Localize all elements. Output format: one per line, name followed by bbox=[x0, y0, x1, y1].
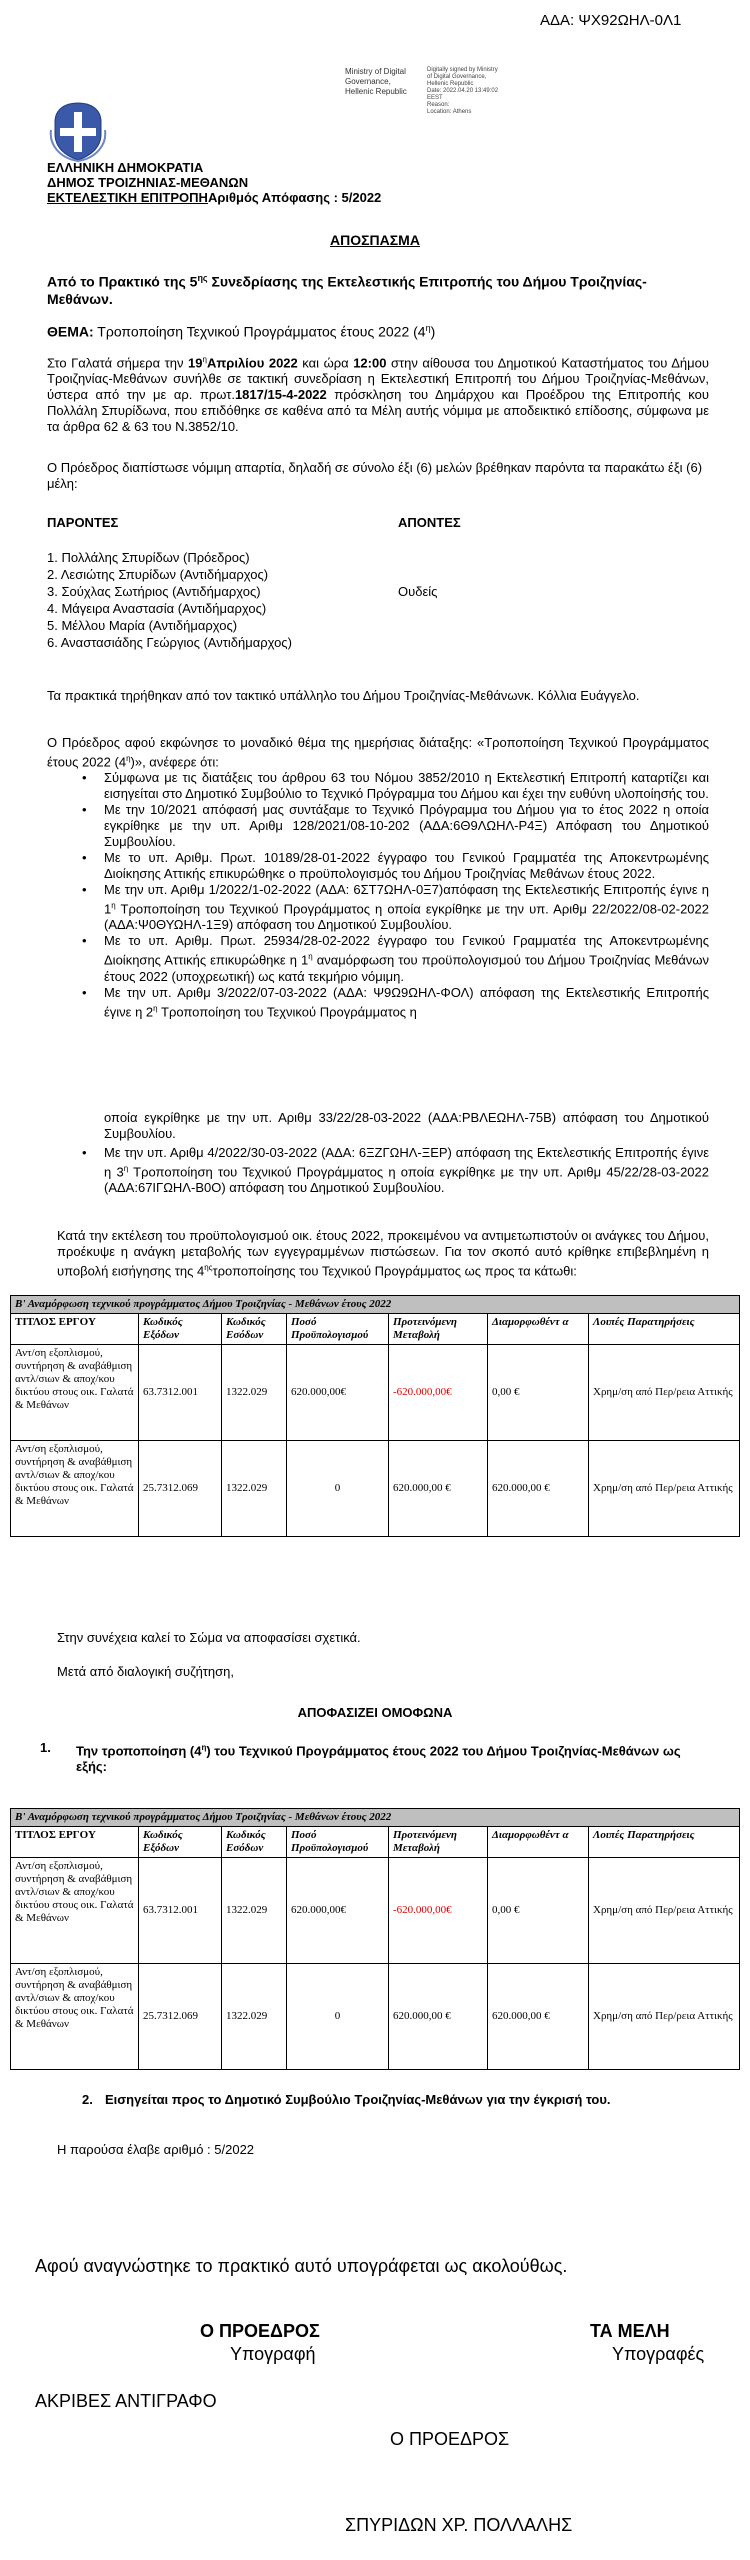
stamp-line: Location: Athens bbox=[427, 109, 472, 115]
col-header: Κωδικός Εξόδων bbox=[139, 1314, 222, 1345]
subject-sup: η bbox=[425, 323, 431, 333]
intro-month: Απριλίου 2022 bbox=[206, 355, 298, 371]
table-cell: 620.000,00 € bbox=[389, 1964, 488, 2070]
call-to-decide: Στην συνέχεια καλεί το Σώμα να αποφασίσει σχετικά. bbox=[57, 1630, 361, 1645]
table-caption: Β' Αναμόρφωση τεχνικού προγράμματος Δήμου Τροιζηνίας - Μεθάνων έτους 2022 bbox=[11, 1809, 740, 1827]
decision-number-note: Η παρούσα έλαβε αριθμό : 5/2022 bbox=[57, 2142, 255, 2157]
present-member: 6. Αναστασιάδης Γεώργιος (Αντιδήμαρχος) bbox=[47, 635, 292, 650]
intro-text: Στο Γαλατά σήμερα την bbox=[47, 355, 189, 371]
bullet-sup: η bbox=[111, 901, 116, 910]
absent-label: ΑΠΟΝΤΕΣ bbox=[398, 515, 461, 530]
bullet-item bbox=[82, 984, 709, 1020]
minutes-title-a: Από το Πρακτικό της 5 bbox=[47, 273, 198, 290]
bullet-item bbox=[82, 802, 709, 850]
table-row bbox=[11, 1441, 740, 1537]
program-table-1 bbox=[10, 1295, 740, 1537]
col-header: Ποσό Προϋπολογισμού bbox=[287, 1314, 389, 1345]
subject-line bbox=[47, 320, 435, 341]
col-header: Κωδικός Εσόδων bbox=[222, 1314, 287, 1345]
bullet-dot: • bbox=[82, 984, 87, 1000]
table-cell: Χρημ/ση από Περ/ρεια Αττικής bbox=[589, 1964, 740, 2070]
bullet-dot: • bbox=[82, 770, 87, 785]
present-member: 4. Μάγειρα Αναστασία (Αντιδήμαρχος) bbox=[47, 601, 267, 616]
bullet-dot: • bbox=[82, 1145, 87, 1160]
minutes-keeper: Τα πρακτικά τηρήθηκαν από τον τακτικό υπάλληλο του Δήμου Τροιζηνίας-Μεθάνωνκ. Κόλλια Ευάγγελο. bbox=[47, 688, 640, 703]
table-cell: Αντ/ση εξοπλισμού, συντήρηση & αναβάθμιση αντλ/σιων & αποχ/κου δικτύου στους οικ. Γαλατά & Μεθάνων bbox=[11, 1858, 139, 1964]
bullet-dot: • bbox=[82, 933, 87, 949]
table-cell: Χρημ/ση από Περ/ρεια Αττικής bbox=[589, 1441, 740, 1537]
intro-paragraph bbox=[47, 352, 709, 435]
exact-copy-label: ΑΚΡΙΒΕΣ ΑΝΤΙΓΡΑΦΟ bbox=[35, 2391, 217, 2411]
col-header: Διαμορφωθέντ α bbox=[488, 1827, 589, 1858]
table-cell: 63.7312.001 bbox=[139, 1858, 222, 1964]
intro-time: 12:00 bbox=[353, 355, 387, 371]
present-member: 2. Λεσιώτης Σπυρίδων (Αντιδήμαρχος) bbox=[47, 567, 269, 582]
decision-1-sup: η bbox=[201, 1743, 207, 1752]
members-signatures: Υπογραφές bbox=[612, 2344, 705, 2364]
header-line-committee bbox=[47, 190, 381, 205]
stamp-line: Digitally signed by Ministry bbox=[427, 67, 498, 73]
president-signature: Υπογραφή bbox=[230, 2344, 316, 2364]
excerpt-title: ΑΠΟΣΠΑΣΜΑ bbox=[330, 232, 420, 248]
present-member: 1. Πολλάλης Σπυρίδων (Πρόεδρος) bbox=[47, 550, 250, 565]
intro-protocol: 1817/15-4-2022 bbox=[234, 387, 327, 403]
present-label: ΠΑΡΟΝΤΕΣ bbox=[47, 515, 119, 530]
discussion-note: Μετά από διαλογική συζήτηση, bbox=[57, 1664, 235, 1679]
bullet-text: Σύμφωνα με τις διατάξεις του άρθρου 63 του Νόμου 3852/2010 η Εκτελεστική Επιτροπή καταρτίζει και εισηγείται στο Δημοτικό Συμβούλιο το Τεχνικό Πρόγραμμα του Δήμου και έχει την ευθύνη υλοποίησής του. bbox=[104, 770, 709, 801]
signature-ministry-line: Hellenic Republic bbox=[345, 87, 407, 96]
col-header: Λοιπές Παρατηρήσεις bbox=[589, 1314, 740, 1345]
agenda-intro-a: Ο Πρόεδρος αφού εκφώνησε το μοναδικό θέμα της ημερήσιας διάταξης: «Τροποποίηση Τεχνικού Προγράμματος έτους 2022 (4 bbox=[47, 735, 709, 770]
execution-text: τροποποίησης του Τεχνικού Προγράμματος ως προς τα κάτωθι: bbox=[212, 1263, 577, 1279]
intro-sup: η bbox=[202, 355, 207, 364]
signature-ministry-line: Ministry of Digital bbox=[345, 67, 406, 76]
table-row bbox=[11, 1858, 740, 1964]
president-name: ΣΠΥΡΙΔΩΝ ΧΡ. ΠΟΛΛΑΛΗΣ bbox=[345, 2515, 573, 2535]
bullet-dot: • bbox=[82, 882, 87, 897]
bullet-item bbox=[82, 933, 710, 984]
bullet-item bbox=[82, 770, 709, 802]
table-cell: Αντ/ση εξοπλισμού, συντήρηση & αναβάθμιση αντλ/σιων & αποχ/κου δικτύου στους οικ. Γαλατά & Μεθάνων bbox=[11, 1441, 139, 1537]
ada-code: ΑΔΑ: ΨΧ92ΩΗΛ-0Λ1 bbox=[540, 12, 682, 29]
table-cell: 25.7312.069 bbox=[139, 1964, 222, 2070]
bullet-item bbox=[82, 850, 709, 882]
signature-ministry bbox=[345, 67, 407, 97]
minutes-title-sup: ης bbox=[197, 273, 208, 283]
stamp-line: Reason: bbox=[427, 102, 450, 108]
minutes-title bbox=[47, 270, 707, 308]
col-header: Διαμορφωθέντ α bbox=[488, 1314, 589, 1345]
agenda-intro bbox=[47, 735, 709, 770]
bullet-item bbox=[82, 882, 709, 933]
table-cell: 620.000,00 € bbox=[488, 1964, 589, 2070]
table-cell: Χρημ/ση από Περ/ρεια Αττικής bbox=[589, 1345, 740, 1441]
bullet-text: Με την 10/2021 απόφασή μας συντάξαμε το Τεχνικό Πρόγραμμα του Δήμου για το έτος 2022 η οποία εγκρίθηκε με την υπ. Αριθμ 128/2021/08-10-202 (ΑΔΑ:6Θ9ΛΩΗΛ-Ρ4Ξ) Απόφαση του Δημοτικού Συμβουλίου. bbox=[104, 802, 709, 849]
decision-1-a: Την τροποποίηση (4 bbox=[76, 1743, 202, 1759]
bullet-text: Τροποποίηση του Τεχνικού Προγράμματος η οποία εγκρίθηκε με την υπ. Αριθμ 45/22/28-03-2022 (ΑΔΑ:67ΙΓΩΗΛ-Β0Ο) απόφαση του Δημοτικού Συμβουλίου. bbox=[104, 1164, 709, 1196]
stamp-line: Date: 2022.04.20 13:49:02 bbox=[427, 88, 499, 94]
table-cell: 63.7312.001 bbox=[139, 1345, 222, 1441]
header-line-municipality: ΔΗΜΟΣ ΤΡΟΙΖΗΝΙΑΣ-ΜΕΘΑΝΩΝ bbox=[47, 175, 249, 190]
table-cell: 0 bbox=[287, 1964, 389, 2070]
table-cell: 0,00 € bbox=[488, 1858, 589, 1964]
bullet-text: Τροποποίηση του Τεχνικού Προγράμματος η οποία εγκρίθηκε με την υπ. Αριθμ 22/2022/08-02-2022 (ΑΔΑ:Ψ0ΘΥΩΗΛ-1Ξ9) απόφαση του Δημοτικού Συμβουλίου. bbox=[104, 901, 709, 933]
table-cell: 0,00 € bbox=[488, 1345, 589, 1441]
agenda-intro-sup: η bbox=[126, 754, 131, 763]
execution-paragraph bbox=[57, 1228, 709, 1279]
decision-2-number: 2. bbox=[82, 2092, 93, 2107]
signature-stamp-text bbox=[427, 67, 498, 116]
program-table-2 bbox=[10, 1808, 740, 2070]
bullet-text: Με την υπ. Αριθμ 1/2022/1-02-2022 (ΑΔΑ: 6ΣΤ7ΩΗΛ-0Ξ7)απόφαση της Εκτελεστικής Επιτροπής έγινε η 1 bbox=[104, 882, 709, 917]
signature-ministry-line: Governance, bbox=[345, 77, 391, 86]
execution-text: Κατά την εκτέλεση του προϋπολογισμού οικ. έτους 2022, προκειμένου να αντιμετωπιστούν οι ανάγκες του Δήμου, προέκυψε η ανάγκη μεταβολής των εγγεγραμμένων πιστώσεων. Για τον σκοπό αυτό κρίθηκε επιβεβλημένη η υποβολή εισήγησης της 4 bbox=[57, 1228, 709, 1279]
table-row bbox=[11, 1345, 740, 1441]
table-cell: 1322.029 bbox=[222, 1441, 287, 1537]
president-label: Ο ΠΡΟΕΔΡΟΣ bbox=[200, 2321, 320, 2341]
table-cell: 1322.029 bbox=[222, 1964, 287, 2070]
digital-signature bbox=[345, 67, 645, 119]
decision-1-number: 1. bbox=[40, 1740, 51, 1755]
stamp-line: Hellenic Republic bbox=[427, 81, 474, 87]
table-row bbox=[11, 1964, 740, 2070]
subject-text: Τροποποίηση Τεχνικού Προγράμματος έτους 2022 (4 bbox=[93, 323, 426, 340]
quorum-paragraph: Ο Πρόεδρος διαπίστωσε νόμιμη απαρτία, δηλαδή σε σύνολο έξι (6) μελών βρέθηκαν παρόντα τα παρακάτω έξι (6) μέλη: bbox=[47, 460, 703, 491]
bullet-sup: η bbox=[123, 1164, 129, 1173]
bullet-dot: • bbox=[82, 802, 87, 817]
intro-text: πρόσκληση του Δημάρχου και Προέδρου της Επιτροπής κου Πολλάλη Σπυρίδωνα, που επιδόθηκε σε καθένα από τα Μέλη αυτής νόμιμα με αποδεικτικό επίδοσης, σύμφωνα με τα άρθρα 62 & 63 του Ν.3852/10. bbox=[47, 387, 709, 435]
intro-text: και ώρα bbox=[297, 355, 354, 371]
header-line-republic: ΕΛΛΗΝΙΚΗ ΔΗΜΟΚΡΑΤΙΑ bbox=[47, 160, 204, 175]
decision-title: ΑΠΟΦΑΣΙΖΕΙ ΟΜΟΦΩΝΑ bbox=[297, 1705, 453, 1720]
table-cell: 1322.029 bbox=[222, 1858, 287, 1964]
members-label: ΤΑ ΜΕΛΗ bbox=[590, 2321, 670, 2341]
header-committee: ΕΚΤΕΛΕΣΤΙΚΗ ΕΠΙΤΡΟΠΗ bbox=[47, 190, 208, 205]
closing-statement: Αφού αναγνώστηκε το πρακτικό αυτό υπογράφεται ως ακολούθως. bbox=[35, 2256, 568, 2276]
agenda-intro-b: )», ανέφερε ότι: bbox=[130, 754, 219, 770]
bullet-list bbox=[82, 770, 710, 1020]
bullet-text: Με την υπ. Αριθμ 4/2022/30-03-2022 (ΑΔΑ: 6ΞΖΓΩΗΛ-ΞΕΡ) απόφαση της Εκτελεστικής Επιτροπής έγινε η 3 bbox=[104, 1145, 709, 1180]
bullet-sup: η bbox=[153, 1003, 158, 1013]
bullet-item bbox=[82, 1145, 709, 1196]
table-cell: 25.7312.069 bbox=[139, 1441, 222, 1537]
minutes-title-b: Συνεδρίασης της Εκτελεστικής Επιτροπής του Δήμου Τροιζηνίας-Μεθάνων. bbox=[47, 273, 647, 307]
table-cell: 620.000,00€ bbox=[287, 1345, 389, 1441]
table-cell: -620.000,00€ bbox=[389, 1858, 488, 1964]
present-member: 5. Μέλλου Μαρία (Αντιδήμαρχος) bbox=[47, 618, 238, 633]
present-member: 3. Σούχλας Σωτήριος (Αντιδήμαρχος) bbox=[47, 584, 261, 599]
decision-1-b: ) του Τεχνικού Προγράμματος έτους 2022 του Δήμου Τροιζηνίας-Μεθάνων ως εξής: bbox=[76, 1743, 681, 1775]
table-cell: 620.000,00€ bbox=[287, 1858, 389, 1964]
decision-2-text: Εισηγείται προς το Δημοτικό Συμβούλιο Τροιζηνίας-Μεθάνων για την έγκρισή του. bbox=[105, 2092, 611, 2107]
bullet-text: Τροποποίηση του Τεχνικού Προγράμματος η bbox=[157, 1003, 417, 1019]
table-cell: Χρημ/ση από Περ/ρεια Αττικής bbox=[589, 1858, 740, 1964]
table-cell: 620.000,00 € bbox=[389, 1441, 488, 1537]
col-header: Προτεινόμενη Μεταβολή bbox=[389, 1314, 488, 1345]
bullet-sup: η bbox=[308, 952, 313, 962]
table-cell: 0 bbox=[287, 1441, 389, 1537]
col-header: Λοιπές Παρατηρήσεις bbox=[589, 1827, 740, 1858]
decision-1-text bbox=[76, 1740, 708, 1775]
bullet-text: Με την υπ. Αριθμ 3/2022/07-03-2022 (ΑΔΑ: Ψ9Ω9ΩΗΛ-ΦΟΛ) απόφαση της Εκτελεστικής Επιτροπής έγινε η 2 bbox=[104, 984, 709, 1019]
subject-label: ΘΕΜΑ: bbox=[47, 323, 94, 340]
table-cell: Αντ/ση εξοπλισμού, συντήρηση & αναβάθμιση αντλ/σιων & αποχ/κου δικτύου στους οικ. Γαλατά & Μεθάνων bbox=[11, 1345, 139, 1441]
col-header: ΤΙΤΛΟΣ ΕΡΓΟΥ bbox=[11, 1827, 139, 1858]
president-label-2: Ο ΠΡΟΕΔΡΟΣ bbox=[390, 2429, 510, 2449]
municipality-header bbox=[47, 160, 381, 205]
intro-text: στην αίθουσα του Δημοτικού Καταστήματος του Δήμου Τροιζηνίας-Μεθάνων συνήλθε σε τακτική συνεδρίαση η Εκτελεστική Επιτροπή του Δήμου Τροιζηνίας-Μεθάνων, ύστερα από την με αρ. πρωτ. bbox=[47, 355, 709, 403]
table-caption: Β' Αναμόρφωση τεχνικού προγράμματος Δήμου Τροιζηνίας - Μεθάνων έτους 2022 bbox=[11, 1296, 740, 1314]
bullet-text: Με το υπ. Αριθμ. Πρωτ. 10189/28-01-2022 έγγραφο του Γενικού Γραμματέα της Αποκεντρωμένης Διοίκησης Αττικής επικυρώθηκε ο προϋπολογισμός του Δήμου Τροιζηνίας Μεθάνων έτους 2022. bbox=[104, 850, 709, 881]
stamp-line: EEST bbox=[427, 95, 443, 101]
table-cell: 620.000,00 € bbox=[488, 1441, 589, 1537]
col-header: Κωδικός Εξόδων bbox=[139, 1827, 222, 1858]
col-header: Ποσό Προϋπολογισμού bbox=[287, 1827, 389, 1858]
bullet-text: αναμόρφωση του προϋπολογισμού του Δήμου Τροιζηνίας Μεθάνων έτους 2022 (υποχρεωτική) ως κατά τεκμήριο νόμιμη. bbox=[104, 952, 710, 984]
greek-emblem-icon bbox=[47, 100, 109, 162]
table-cell: -620.000,00€ bbox=[389, 1345, 488, 1441]
col-header: Κωδικός Εσόδων bbox=[222, 1827, 287, 1858]
col-header: Προτεινόμενη Μεταβολή bbox=[389, 1827, 488, 1858]
program-table bbox=[10, 1295, 740, 1537]
subject-end: ) bbox=[430, 323, 436, 340]
bullet-continuation: οποία εγκρίθηκε με την υπ. Αριθμ 33/22/28-03-2022 (ΑΔΑ:ΡΒΛΕΩΗΛ-75Β) απόφαση του Δημοτικού Συμβουλίου. bbox=[104, 1110, 709, 1141]
program-table bbox=[10, 1808, 740, 2070]
table-cell: Αντ/ση εξοπλισμού, συντήρηση & αναβάθμιση αντλ/σιων & αποχ/κου δικτύου στους οικ. Γαλατά & Μεθάνων bbox=[11, 1964, 139, 2070]
intro-date: 19 bbox=[188, 355, 203, 371]
bullet-text: Με το υπ. Αριθμ. Πρωτ. 25934/28-02-2022 έγγραφο του Γενικού Γραμματέα της Αποκεντρωμένης Διοίκησης Αττικής επικυρώθηκε η 1 bbox=[104, 933, 709, 968]
bullet-dot: • bbox=[82, 850, 87, 865]
col-header: ΤΙΤΛΟΣ ΕΡΓΟΥ bbox=[11, 1314, 139, 1345]
header-decision-number: Αριθμός Απόφασης : 5/2022 bbox=[207, 190, 382, 205]
table-cell: 1322.029 bbox=[222, 1345, 287, 1441]
execution-sup: ης bbox=[204, 1263, 213, 1272]
absent-none: Ουδείς bbox=[398, 584, 438, 599]
present-list bbox=[47, 549, 292, 651]
stamp-line: of Digital Governance, bbox=[427, 74, 487, 80]
